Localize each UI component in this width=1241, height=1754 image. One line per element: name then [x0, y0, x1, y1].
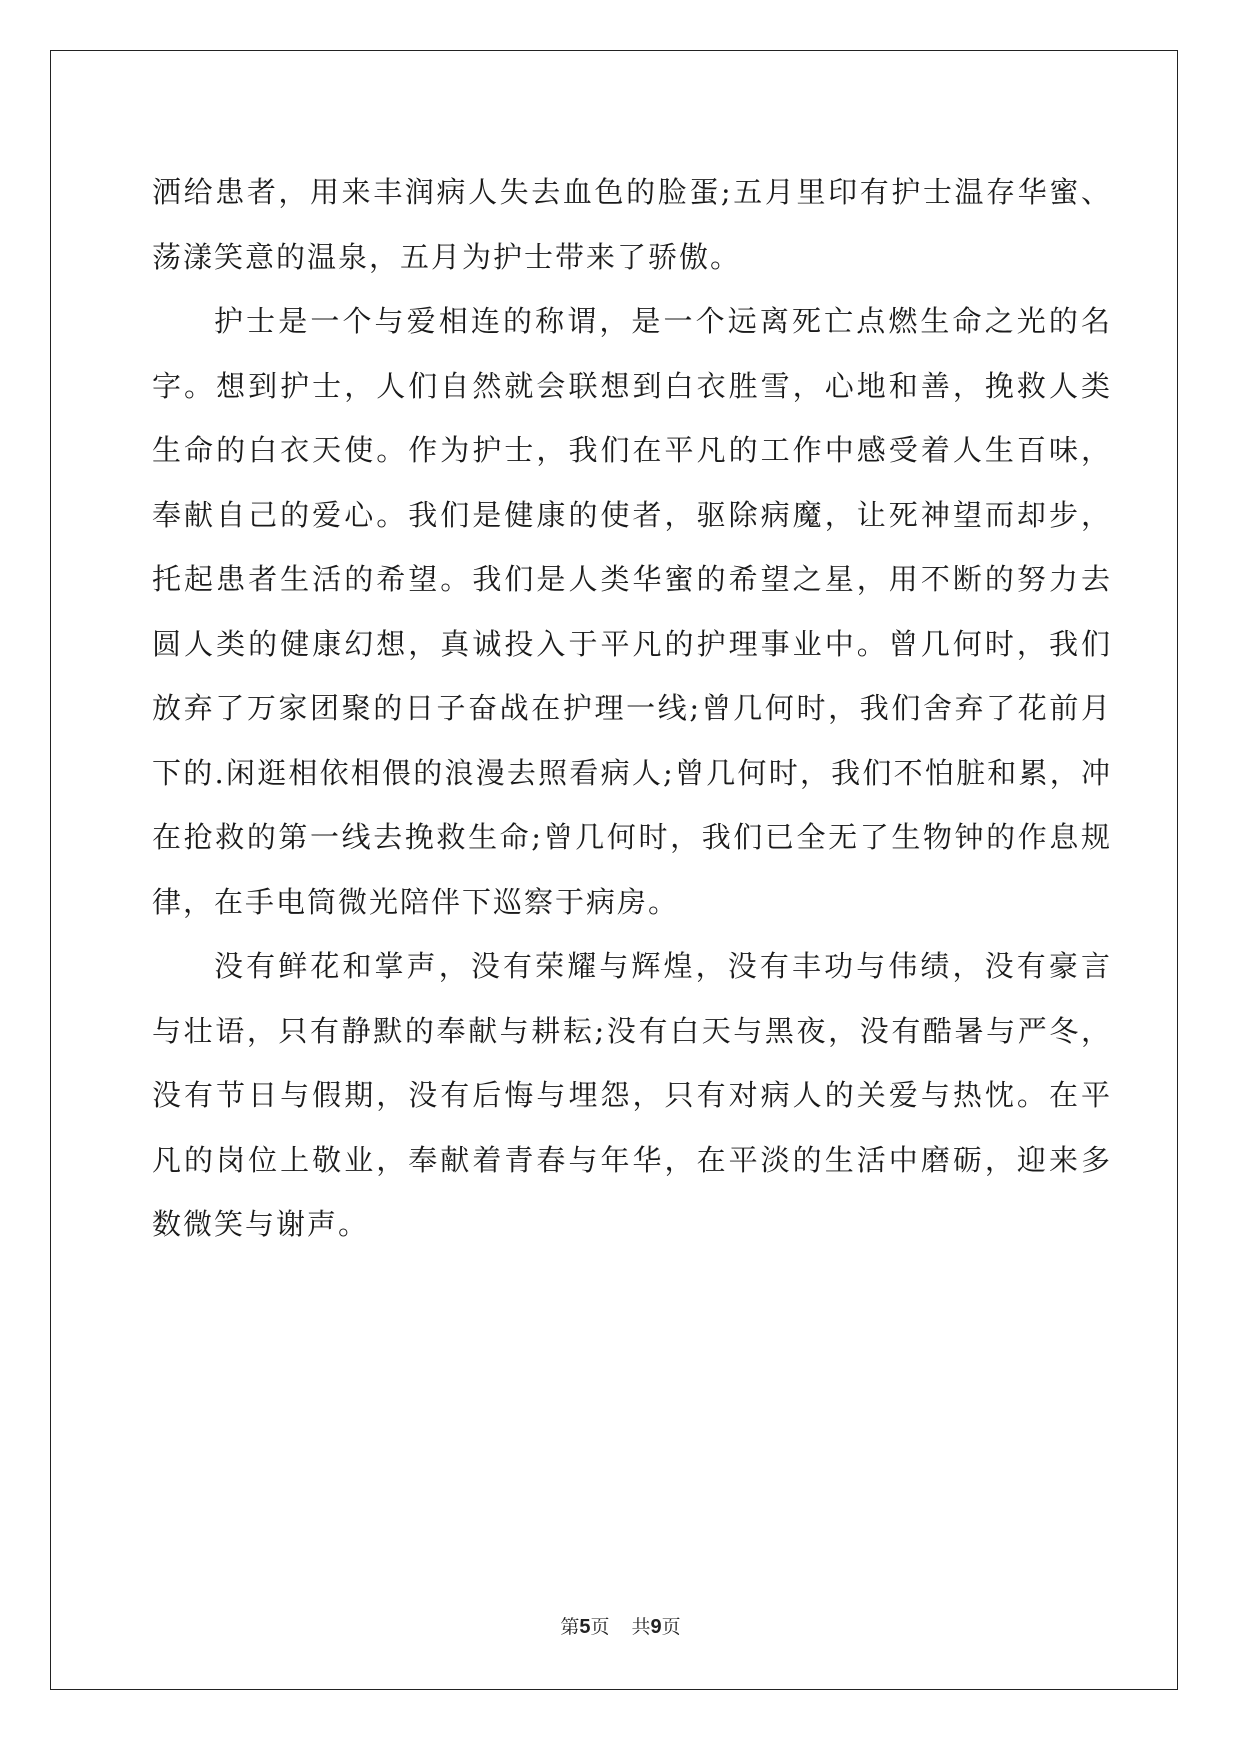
- paragraph-2: 护士是一个与爱相连的称谓，是一个远离死亡点燃生命之光的名字。想到护士，人们自然就会联想到白衣胜雪，心地和善，挽救人类生命的白衣天使。作为护士，我们在平凡的工作中感受着人生百味，奉献自己的爱心。我们是健康的使者，驱除病魔，让死神望而却步，托起患者生活的希望。我们是人类华蜜的希望之星，用不断的努力去圆人类的健康幻想，真诚投入于平凡的护理事业中。曾几何时，我们放弃了万家团聚的日子奋战在护理一线;曾几何时，我们舍弃了花前月下的.闲逛相依相偎的浪漫去照看病人;曾几何时，我们不怕脏和累，冲在抢救的第一线去挽救生命;曾几何时，我们已全无了生物钟的作息规律，在手电筒微光陪伴下巡察于病房。: [152, 304, 1112, 919]
- current-page-number: 5: [579, 1616, 591, 1638]
- total-suffix: 页: [661, 1616, 681, 1638]
- page-footer: [0, 1612, 1241, 1639]
- total-pages-number: 9: [650, 1616, 662, 1638]
- paragraph-1: 洒给患者，用来丰润病人失去血色的脸蛋;五月里印有护士温存华蜜、荡漾笑意的温泉，五月为护士带来了骄傲。: [152, 175, 1112, 274]
- page-suffix: 页: [590, 1616, 610, 1638]
- total-prefix: 共: [631, 1616, 651, 1638]
- page-prefix: 第: [560, 1616, 580, 1638]
- document-body: [152, 160, 1112, 1257]
- paragraph-3: 没有鲜花和掌声，没有荣耀与辉煌，没有丰功与伟绩，没有豪言与壮语，只有静默的奉献与耕耘;没有白天与黑夜，没有酷暑与严冬，没有节日与假期，没有后悔与埋怨，只有对病人的关爱与热忱。在平凡的岗位上敬业，奉献着青春与年华，在平淡的生活中磨砺，迎来多数微笑与谢声。: [152, 949, 1112, 1241]
